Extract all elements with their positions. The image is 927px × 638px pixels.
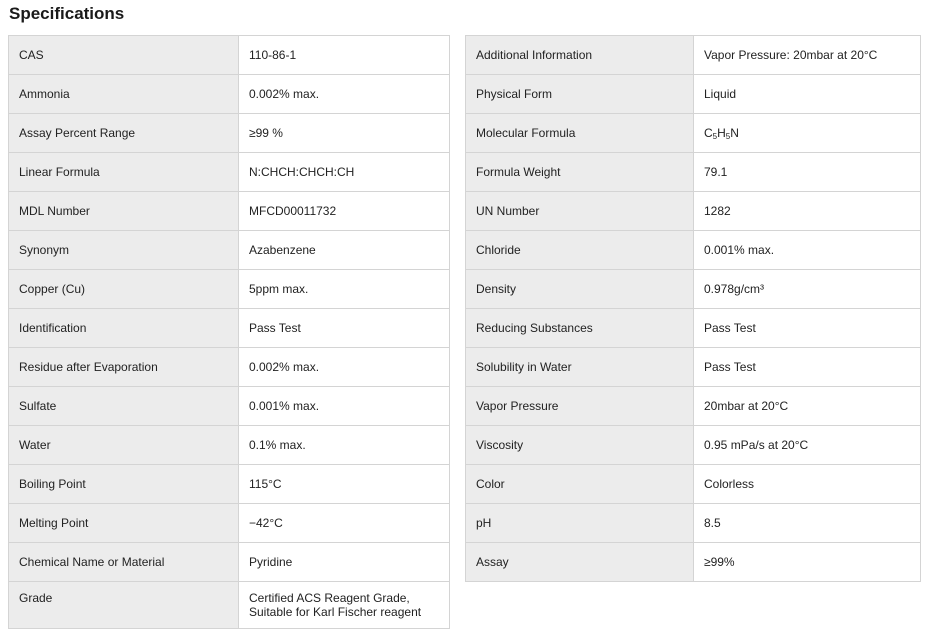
spec-row: [466, 36, 921, 75]
spec-value: 20mbar at 20°C: [694, 387, 921, 426]
spec-value: Colorless: [694, 465, 921, 504]
spec-value: 0.978g/cm³: [694, 270, 921, 309]
spec-label: pH: [466, 504, 694, 543]
spec-row: [466, 231, 921, 270]
spec-row: [9, 426, 450, 465]
spec-row: [466, 426, 921, 465]
spec-row: [9, 153, 450, 192]
spec-label: Chloride: [466, 231, 694, 270]
spec-label: CAS: [9, 36, 239, 75]
spec-value: Pyridine: [239, 543, 450, 582]
spec-value: 8.5: [694, 504, 921, 543]
spec-label: Formula Weight: [466, 153, 694, 192]
spec-row: [466, 387, 921, 426]
spec-value: Vapor Pressure: 20mbar at 20°C: [694, 36, 921, 75]
spec-label: Additional Information: [466, 36, 694, 75]
spec-label: Water: [9, 426, 239, 465]
spec-label: UN Number: [466, 192, 694, 231]
spec-label: Grade: [9, 582, 239, 629]
specifications-table-right: [465, 35, 921, 582]
spec-row: [9, 504, 450, 543]
spec-value: 1282: [694, 192, 921, 231]
spec-label: Melting Point: [9, 504, 239, 543]
spec-value: MFCD00011732: [239, 192, 450, 231]
spec-row: [9, 582, 450, 629]
spec-row: [9, 36, 450, 75]
spec-value: 0.001% max.: [694, 231, 921, 270]
spec-label: MDL Number: [9, 192, 239, 231]
spec-row: [9, 192, 450, 231]
spec-label: Chemical Name or Material: [9, 543, 239, 582]
spec-label: Sulfate: [9, 387, 239, 426]
spec-label: Synonym: [9, 231, 239, 270]
spec-value: Azabenzene: [239, 231, 450, 270]
spec-label: Linear Formula: [9, 153, 239, 192]
spec-value: Liquid: [694, 75, 921, 114]
spec-row: [9, 231, 450, 270]
spec-label: Viscosity: [466, 426, 694, 465]
spec-row: [466, 504, 921, 543]
spec-value: 79.1: [694, 153, 921, 192]
spec-row: [9, 543, 450, 582]
spec-label: Boiling Point: [9, 465, 239, 504]
spec-row: [9, 348, 450, 387]
spec-row: [9, 309, 450, 348]
spec-value: Pass Test: [694, 309, 921, 348]
spec-value: Certified ACS Reagent Grade, Suitable for Karl Fischer reagent: [239, 582, 450, 629]
spec-label: Density: [466, 270, 694, 309]
spec-row: [466, 348, 921, 387]
spec-value: 115°C: [239, 465, 450, 504]
section-title: Specifications: [9, 4, 125, 23]
spec-label: Assay Percent Range: [9, 114, 239, 153]
spec-label: Solubility in Water: [466, 348, 694, 387]
spec-row: [466, 75, 921, 114]
spec-row: [466, 543, 921, 582]
spec-label: Assay: [466, 543, 694, 582]
spec-value: 0.1% max.: [239, 426, 450, 465]
spec-label: Ammonia: [9, 75, 239, 114]
spec-label: Vapor Pressure: [466, 387, 694, 426]
spec-label: Physical Form: [466, 75, 694, 114]
spec-row: [466, 465, 921, 504]
spec-value: −42°C: [239, 504, 450, 543]
spec-label: Identification: [9, 309, 239, 348]
spec-row: [9, 465, 450, 504]
spec-row: [466, 309, 921, 348]
spec-row: [9, 75, 450, 114]
spec-value: 5ppm max.: [239, 270, 450, 309]
molecular-formula-value: $C_5H_5N$: [694, 114, 921, 153]
spec-row: [466, 192, 921, 231]
spec-value: Pass Test: [694, 348, 921, 387]
spec-row: [9, 387, 450, 426]
spec-row: [466, 114, 921, 153]
spec-label: Reducing Substances: [466, 309, 694, 348]
spec-label: Residue after Evaporation: [9, 348, 239, 387]
spec-value: Pass Test: [239, 309, 450, 348]
spec-value: ≥99%: [694, 543, 921, 582]
spec-value: 0.001% max.: [239, 387, 450, 426]
spec-row: [9, 270, 450, 309]
spec-label: Molecular Formula: [466, 114, 694, 153]
spec-value: ≥99 %: [239, 114, 450, 153]
spec-value: 0.002% max.: [239, 75, 450, 114]
spec-label: Copper (Cu): [9, 270, 239, 309]
spec-row: [466, 270, 921, 309]
spec-value: 110-86-1: [239, 36, 450, 75]
specifications-table-left: [8, 35, 450, 629]
spec-value: 0.002% max.: [239, 348, 450, 387]
spec-label: Color: [466, 465, 694, 504]
spec-value: N:CHCH:CHCH:CH: [239, 153, 450, 192]
spec-value: 0.95 mPa/s at 20°C: [694, 426, 921, 465]
spec-row: [466, 153, 921, 192]
spec-row: [9, 114, 450, 153]
